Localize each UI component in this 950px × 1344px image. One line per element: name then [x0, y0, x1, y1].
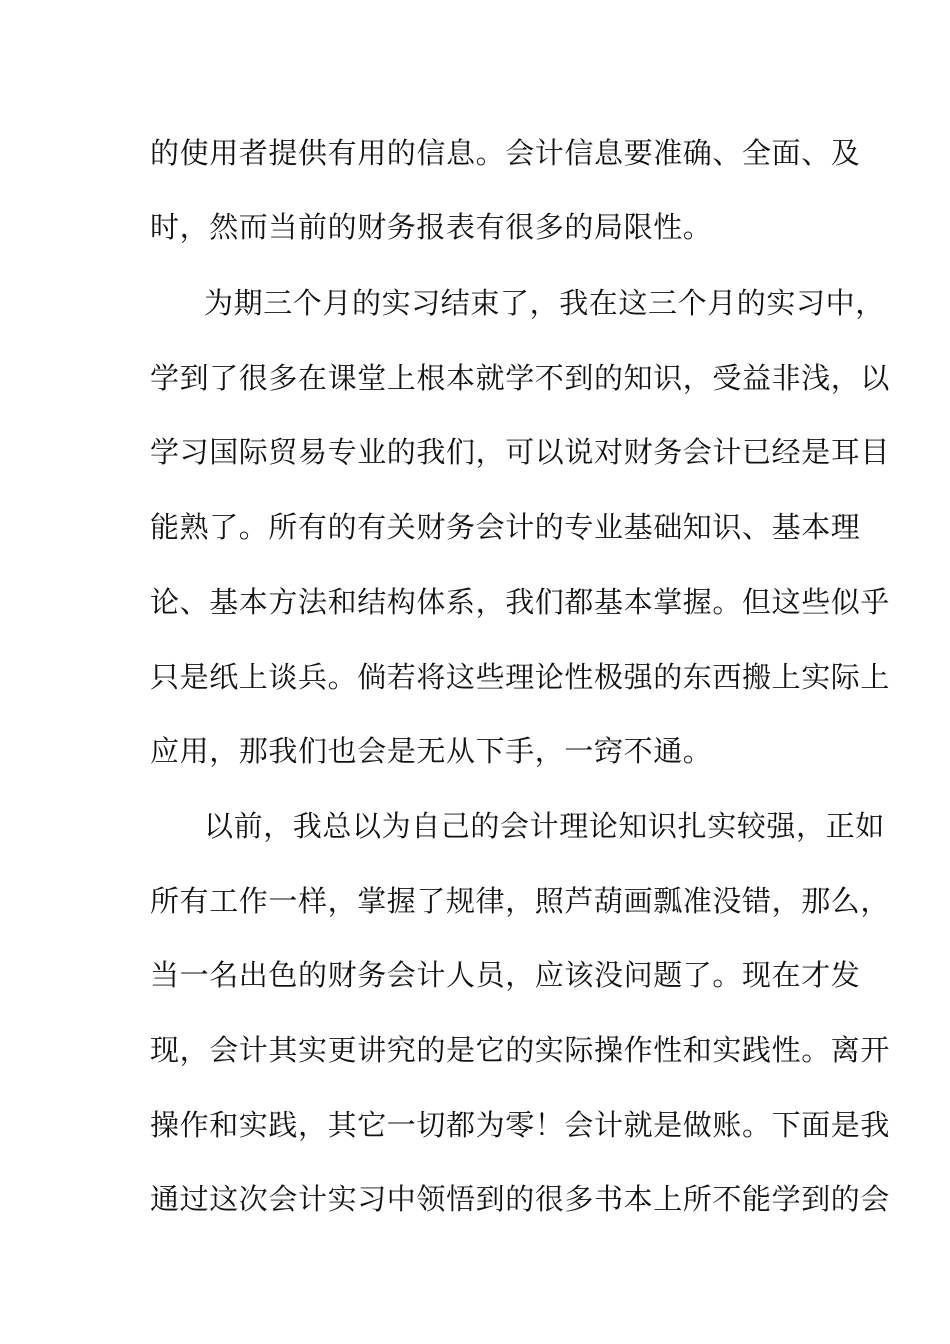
text-line: 现，会计其实更讲究的是它的实际操作性和实践性。离开	[150, 1033, 891, 1067]
text-line: 通过这次会计实习中领悟到的很多书本上所不能学到的会	[150, 1182, 891, 1216]
text-line: 只是纸上谈兵。倘若将这些理论性极强的东西搬上实际上	[150, 660, 891, 694]
text-line: 论、基本方法和结构体系，我们都基本掌握。但这些似乎	[150, 585, 891, 619]
paragraph-start-line: 以前，我总以为自己的会计理论知识扎实较强，正如	[204, 809, 885, 843]
text-line: 所有工作一样，掌握了规律，照芦葫画瓢准没错，那么，	[150, 884, 891, 918]
text-line: 操作和实践，其它一切都为零！会计就是做账。下面是我	[150, 1108, 891, 1142]
text-line: 能熟了。所有的有关财务会计的专业基础知识、基本理	[150, 510, 861, 544]
text-line: 的使用者提供有用的信息。会计信息要准确、全面、及	[150, 136, 861, 170]
text-line: 当一名出色的财务会计人员，应该没问题了。现在才发	[150, 958, 861, 992]
text-line: 学到了很多在课堂上根本就学不到的知识，受益非浅，以	[150, 361, 891, 395]
paragraph-start-line: 为期三个月的实习结束了，我在这三个月的实习中，	[204, 286, 885, 320]
text-line: 时，然而当前的财务报表有很多的局限性。	[150, 210, 713, 244]
text-line: 学习国际贸易专业的我们，可以说对财务会计已经是耳目	[150, 435, 891, 469]
text-line: 应用，那我们也会是无从下手，一窍不通。	[150, 734, 713, 768]
